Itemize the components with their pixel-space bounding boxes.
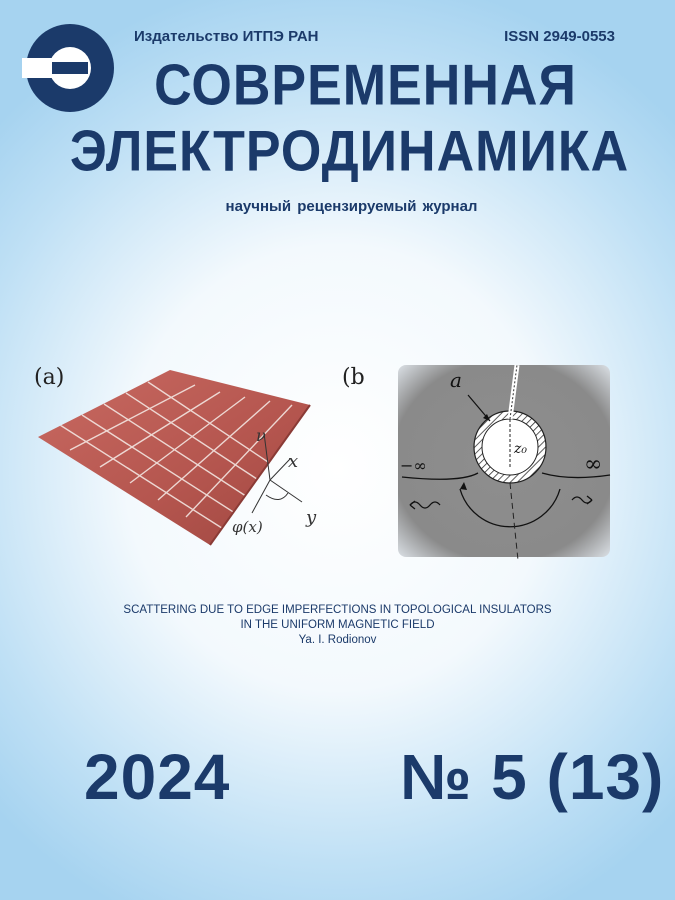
panel-b-label: (b	[342, 365, 365, 390]
publisher-name: Издательство ИТПЭ РАН	[134, 28, 319, 45]
article-title-line2: IN THE UNIFORM MAGNETIC FIELD	[240, 619, 435, 631]
issue-year: 2024	[84, 741, 231, 813]
z0-label: z₀	[514, 441, 527, 457]
figure-panel-a	[30, 355, 335, 555]
axis-x-label: x	[288, 451, 299, 472]
article-title-line1: SCATTERING DUE TO EDGE IMPERFECTIONS IN TOPOLOGICAL INSULATORS	[123, 604, 552, 616]
axis-nu-label: ν	[256, 426, 266, 445]
issue-number: № 5 (13)	[400, 741, 665, 813]
tilted-plane-illustration	[30, 355, 335, 555]
radius-label: a	[450, 368, 462, 392]
issn-number: ISSN 2949-0553	[504, 28, 615, 45]
figure-panel-b	[340, 355, 615, 560]
article-author: Ya. I. Rodionov	[298, 634, 377, 646]
phi-label: φ(x)	[232, 518, 263, 536]
scattering-diagram	[340, 355, 615, 560]
right-infinity-label: ∞	[584, 452, 603, 477]
article-caption	[0, 603, 675, 648]
panel-a-label: (a)	[34, 365, 65, 390]
axis-y-label: y	[306, 507, 317, 528]
left-infinity-label: −∞	[400, 456, 427, 475]
journal-subtitle: научный рецензируемый журнал	[225, 198, 478, 215]
journal-title-line1: СОВРЕМЕННАЯ	[154, 54, 577, 118]
journal-title-line2: ЭЛЕКТРОДИНАМИКА	[69, 120, 630, 184]
